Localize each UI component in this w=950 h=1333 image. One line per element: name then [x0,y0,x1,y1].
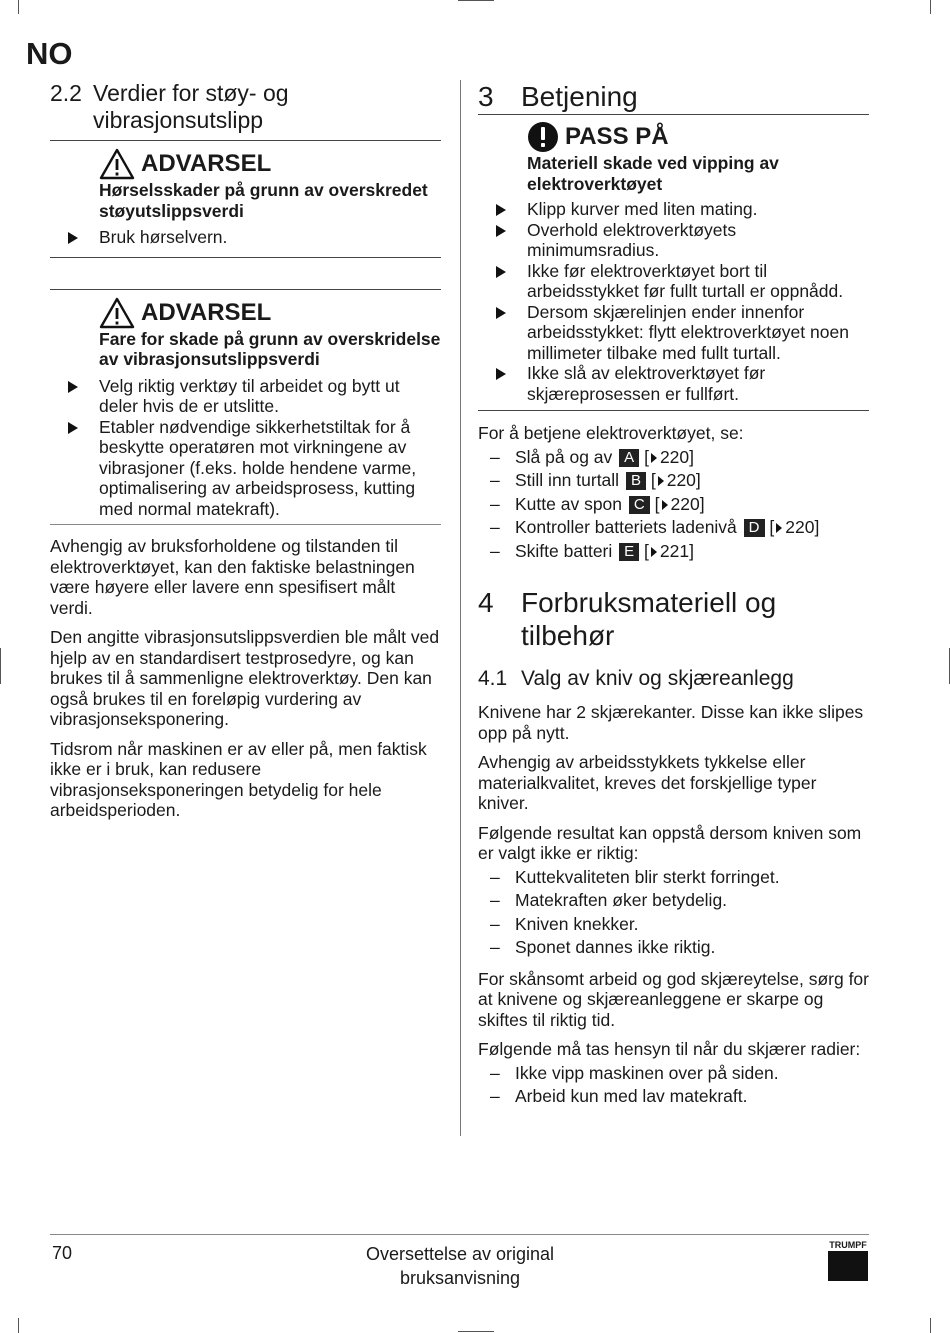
section-title: Forbruksmateriell og tilbehør [521,587,777,651]
figure-key: A [619,449,639,467]
list-item: Bruk hørselvern. [50,227,441,248]
language-code: NO [26,36,73,71]
paragraph: Den angitte vibrasjonsutslippsverdien ble målt ved hjelp av en standardisert testprosedyre, og kan brukes til å sammenligne elektroverktøy. Den kan også brukes til en foreløpig vurdering av vibrasjonseksponering. [50,627,440,729]
paragraph: Tidsrom når maskinen er av eller på, men faktisk ikke er i bruk, kan redusere vibrasjonseksponeringen betydelig for hele arbeidsperioden. [50,738,427,820]
page-ref-icon [658,476,664,486]
warning-label: ADVARSEL [141,150,272,177]
notice-subtitle: Materiell skade ved vipping av elektroverktøyet [527,153,779,194]
operate-list [478,446,869,564]
paragraph: Avhengig av arbeidsstykkets tykkelse eller materialkvalitet, kreves det forskjellige typer kniver. [478,752,817,813]
trumpf-logo [828,1240,868,1281]
crop-mark [458,0,494,1]
paragraph: Følgende resultat kan oppstå dersom kniven som er valgt ikke er riktig: [478,822,862,863]
list-item: Ikke slå av elektroverktøyet før skjæreprosessen er fullført. [478,363,869,404]
figure-key: D [744,519,765,537]
paragraph: Avhengig av bruksforholdene og tilstanden til elektroverktøyet, kan den faktiske belastningen være høyere eller lavere enn spesifisert målt verdi. [50,536,415,618]
page-ref-icon [651,547,657,557]
section-number: 4 [478,587,494,618]
arrow-bullet-icon [496,225,506,237]
section-number: 2.2 [50,80,82,106]
warning-noise [50,148,441,221]
notice-list [478,199,869,404]
list-item: Dersom skjærelinjen ender innenfor arbeidsstykket: flytt elektroverktøyet noen millimeter tilbake med fullt turtall. [478,302,869,364]
list-item: – Kniven knekker. [490,913,639,934]
page-ref[interactable]: 220] [670,493,705,514]
section-title: Betjening [521,81,638,112]
arrow-bullet-icon [496,266,506,278]
warning-label: ADVARSEL [141,298,272,326]
crop-mark [930,1318,931,1333]
list-item: – Still inn turtall B [ 220] [490,470,701,490]
page-ref[interactable]: 220] [666,470,701,490]
left-column [50,80,441,821]
result-list [478,866,869,960]
list-item: – Kontroller batteriets ladenivå D [ 220] [490,517,820,537]
list-item: – Ikke vipp maskinen over på siden. [490,1062,779,1083]
list-item: – Skifte batteri E [ 221] [490,540,694,561]
warning-list [50,376,441,520]
crop-mark [18,1318,19,1333]
column-divider [460,80,461,1136]
paragraph: For skånsomt arbeid og god skjæreytelse, sørg for at knivene og skjæreanleggene er skarpe og skiftes til riktig tid. [478,968,869,1030]
divider [478,410,869,411]
section-number: 3 [478,81,494,112]
radius-list [478,1062,869,1109]
notice-caution [478,121,869,194]
logo-block [828,1251,868,1281]
crop-mark [18,0,19,14]
section-heading-2-2 [50,80,441,134]
divider [50,289,441,290]
exclamation-icon [527,121,559,153]
list-item: – Matekraften øker betydelig. [490,890,728,910]
arrow-bullet-icon [496,368,506,380]
figure-key: B [626,472,646,490]
list-item: Velg riktig verktøy til arbeidet og bytt ut deler hvis de er utslitte. [50,376,441,417]
list-item: Klipp kurver med liten mating. [478,199,869,220]
crop-mark [458,1331,494,1332]
warning-triangle-icon [99,148,135,180]
divider [50,140,441,141]
list-item: – Arbeid kun med lav matekraft. [490,1086,748,1106]
section-number: 4.1 [478,667,508,690]
warning-list [50,227,441,248]
section-heading-3 [478,80,869,113]
divider [478,114,869,115]
arrow-bullet-icon [68,422,78,434]
warning-triangle-icon [99,297,135,329]
footer-divider [50,1234,869,1235]
section-title: Verdier for støy- og vibrasjonsutslipp [93,80,289,133]
page-number: 70 [52,1243,73,1263]
paragraph: Følgende må tas hensyn til når du skjærer radier: [478,1039,861,1059]
right-column [478,80,869,1109]
warning-subtitle: Fare for skade på grunn av overskridelse av vibrasjonsutslippsverdi [99,328,441,369]
paragraph: For å betjene elektroverktøyet, se: [478,423,744,443]
list-item: – Sponet dannes ikke riktig. [490,937,716,957]
arrow-bullet-icon [496,204,506,216]
section-heading-4 [478,586,869,652]
page-ref-icon [662,500,668,510]
page-ref-icon [651,453,657,463]
list-item: – Kutte av spon C [ 220] [490,493,705,514]
page-ref-icon [776,523,782,533]
paragraph: Knivene har 2 skjærekanter. Disse kan ikke slipes opp på nytt. [478,702,864,743]
figure-key: C [629,496,650,514]
page-ref[interactable]: 221] [659,540,694,561]
notice-label: PASS PÅ [565,123,669,150]
list-item: Ikke før elektroverktøyet bort til arbeidsstykket før fullt turtall er oppnådd. [478,261,869,302]
crop-mark [930,0,931,14]
section-title: Valg av kniv og skjæreanlegg [521,667,794,690]
divider [50,524,441,525]
divider [50,257,441,258]
page-ref[interactable]: 220] [785,517,820,537]
list-item: Etabler nødvendige sikkerhetstiltak for å beskytte operatøren mot virkningene av vibrasjoner (f.eks. holde hendene varme, optimalisering av arbeidsprosess, kutting med normal matekraft). [50,417,441,520]
arrow-bullet-icon [68,232,78,244]
list-item: – Slå på og av A [ 220] [490,446,694,467]
arrow-bullet-icon [496,307,506,319]
page-ref[interactable]: 220] [659,446,694,467]
list-item: Overhold elektroverktøyets minimumsradius. [478,220,869,261]
warning-vibration [50,297,441,370]
logo-text: TRUMPF [829,1240,867,1250]
figure-key: E [619,543,639,561]
list-item: – Kuttekvaliteten blir sterkt forringet. [490,866,780,887]
warning-subtitle: Hørselsskader på grunn av overskredet støyutslippsverdi [99,180,428,221]
arrow-bullet-icon [68,381,78,393]
footer-text: Oversettelse av original bruksanvisning [365,1244,555,1288]
section-heading-4-1 [478,666,869,692]
crop-mark [0,648,1,684]
